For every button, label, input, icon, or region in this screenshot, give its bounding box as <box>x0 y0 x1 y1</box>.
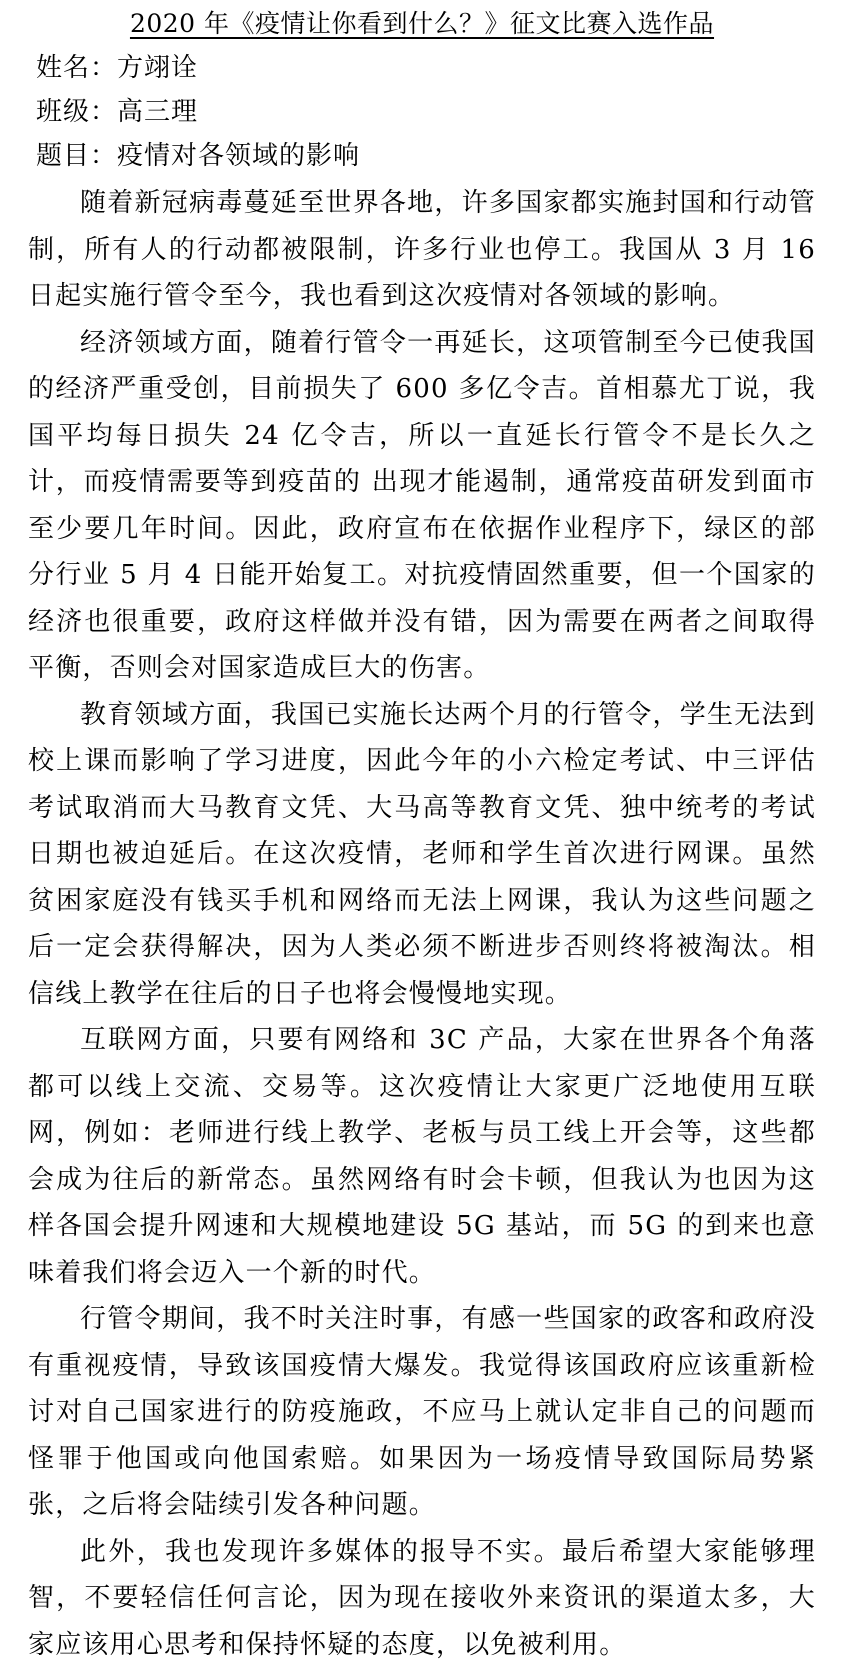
document-title <box>28 0 816 42</box>
paragraph-education: 教育领域方面，我国已实施长达两个月的行管令，学生无法到校上课而影响了学习进度，因此今年的小六检定考试、中三评估考试取消而大马教育文凭、大马高等教育文凭、独中统考的考试日期也被迫延后。在这次疫情，老师和学生首次进行网课。虽然贫困家庭没有钱买手机和网络而无法上网课，我认为这些问题之后一定会获得解决，因为人类必须不断进步否则终将被淘汰。相信线上教学在往后的日子也将会慢慢地实现。 <box>28 699 816 1009</box>
author-name: 姓名：方翊诠 <box>36 53 199 83</box>
paragraph-economy: 经济领域方面，随着行管令一再延长，这项管制至今已使我国的经济严重受创，目前损失了 600 多亿令吉。首相慕尤丁说，我国平均每日损失 24 亿令吉，所以一直延长行管令不是长久之计，而疫情需要等到疫苗的 出现才能遏制，通常疫苗研发到面市至少要几年时间。因此，政府宣布在依据作业程序下，绿区的部分行业 5 月 4 日能开始复工。对抗疫情固然重要，但一个国家的经济也很重要，政府这样做并没有错，因为需要在两者之间取得平衡，否则会对国家造成巨大的伤害。 <box>28 327 816 683</box>
paragraph-media: 此外，我也发现许多媒体的报导不实。最后希望大家能够理智，不要轻信任何言论，因为现在接收外来资讯的渠道太多，大家应该用心思考和保持怀疑的态度，以免被利用。 <box>28 1536 816 1660</box>
paragraph-internet: 互联网方面，只要有网络和 3C 产品，大家在世界各个角落都可以线上交流、交易等。这次疫情让大家更广泛地使用互联网，例如：老师进行线上教学、老板与员工线上开会等，这些都会成为往后的新常态。虽然网络有时会卡顿，但我认为也因为这样各国会提升网速和大规模地建设 5G 基站，而 5G 的到来也意味着我们将会迈入一个新的时代。 <box>28 1025 816 1288</box>
author-class: 班级：高三理 <box>36 97 199 127</box>
essay-topic: 题目：疫情对各领域的影响 <box>36 141 361 171</box>
paragraph-intro: 随着新冠病毒蔓延至世界各地，许多国家都实施封国和行动管制，所有人的行动都被限制，许多行业也停工。我国从 3 月 16 日起实施行管令至今，我也看到这次疫情对各领域的影响。 <box>28 188 816 311</box>
paragraph-politics: 行管令期间，我不时关注时事，有感一些国家的政客和政府没有重视疫情，导致该国疫情大爆发。我觉得该国政府应该重新检讨对自己国家进行的防疫施政，不应马上就认定非自己的问题而怪罪于他国或向他国索赔。如果因为一场疫情导致国际局势紧张，之后将会陆续引发各种问题。 <box>28 1304 816 1520</box>
document-title-text: 2020 年《疫情让你看到什么？》征文比赛入选作品 <box>129 9 715 38</box>
